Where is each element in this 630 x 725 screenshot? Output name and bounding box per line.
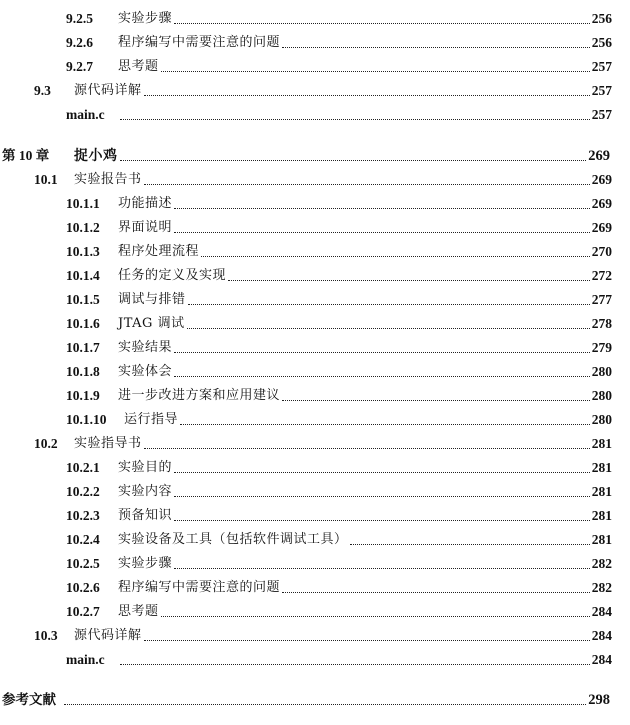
toc-dot-leader <box>174 375 590 377</box>
toc-entry-title: JTAG 调试 <box>118 316 185 331</box>
toc-dot-leader <box>120 663 590 665</box>
toc-entry-page: 270 <box>591 244 612 259</box>
toc-entry-number: 10.1 <box>34 172 58 187</box>
toc-entry-page: 281 <box>591 484 612 499</box>
toc-entry <box>2 690 610 710</box>
toc-entry <box>66 314 612 334</box>
toc-entry-number: 10.2.5 <box>66 556 100 571</box>
toc-entry <box>34 626 612 646</box>
toc-entry-page: 257 <box>591 83 612 98</box>
toc-entry-title: 进一步改进方案和应用建议 <box>118 388 281 403</box>
toc-entry-title: 程序编写中需要注意的问题 <box>118 35 281 50</box>
toc-dot-leader <box>282 591 590 593</box>
toc-entry <box>66 338 612 358</box>
toc-entry <box>66 194 612 214</box>
toc-entry-title: 任务的定义及实现 <box>118 268 227 283</box>
toc-dot-leader <box>174 351 590 353</box>
toc-dot-leader <box>120 159 587 161</box>
toc-entry-number: 10.1.8 <box>66 364 100 379</box>
toc-entry-title: 程序编写中需要注意的问题 <box>118 580 281 595</box>
toc-entry <box>34 434 612 454</box>
toc-entry <box>66 266 612 286</box>
toc-dot-leader <box>188 303 590 305</box>
toc-dot-leader <box>174 207 590 209</box>
toc-entry <box>66 458 612 478</box>
toc-entry-page: 280 <box>591 388 612 403</box>
toc-entry-page: 284 <box>591 628 612 643</box>
toc-entry-page: 280 <box>591 364 612 379</box>
toc-dot-leader <box>174 22 590 24</box>
toc-entry-page: 278 <box>591 316 612 331</box>
toc-entry-title: 实验指导书 <box>74 436 142 451</box>
toc-entry-page: 272 <box>591 268 612 283</box>
toc-entry-title: 实验设备及工具（包括软件调试工具） <box>118 532 348 547</box>
toc-dot-leader <box>201 255 590 257</box>
toc-entry-title: 功能描述 <box>118 196 173 211</box>
toc-entry-page: 281 <box>591 436 612 451</box>
toc-dot-leader <box>180 423 590 425</box>
toc-entry <box>66 105 612 125</box>
toc-entry-title: 思考题 <box>118 604 159 619</box>
toc-dot-leader <box>161 615 590 617</box>
toc-entry <box>66 602 612 622</box>
toc-entry-number: 第 10 章 <box>2 148 50 163</box>
toc-entry-page: 284 <box>591 652 612 667</box>
toc-entry <box>66 242 612 262</box>
toc-dot-leader <box>174 471 590 473</box>
toc-entry-page: 298 <box>588 692 610 708</box>
toc-entry-title: 界面说明 <box>118 220 173 235</box>
toc-entry-page: 282 <box>591 580 612 595</box>
toc-dot-leader <box>174 495 590 497</box>
toc-entry <box>66 506 612 526</box>
toc-entry <box>66 9 612 29</box>
toc-entry <box>66 554 612 574</box>
toc-entry <box>34 81 612 101</box>
toc-entry-title: 捉小鸡 <box>74 148 118 164</box>
toc-entry-page: 269 <box>588 148 610 164</box>
toc-entry-title: 实验内容 <box>118 484 173 499</box>
toc-entry-title: 实验报告书 <box>74 172 142 187</box>
toc-dot-leader <box>161 70 590 72</box>
toc-entry-number: 10.2.3 <box>66 508 100 523</box>
toc-entry-number: 9.2.5 <box>66 11 93 26</box>
toc-dot-leader <box>144 183 590 185</box>
toc-entry <box>66 386 612 406</box>
toc-entry-number: 10.2.4 <box>66 532 100 547</box>
toc-entry-page: 284 <box>591 604 612 619</box>
toc-entry-number: 10.1.5 <box>66 292 100 307</box>
toc-entry-number: 10.1.9 <box>66 388 100 403</box>
toc-entry-number: 10.1.1 <box>66 196 100 211</box>
toc-entry-title: 实验结果 <box>118 340 173 355</box>
toc-entry-number: 10.1.7 <box>66 340 100 355</box>
toc-entry <box>66 410 612 430</box>
toc-entry-title: 实验步骤 <box>118 11 173 26</box>
toc-entry-title: 调试与排错 <box>118 292 186 307</box>
toc-entry-page: 281 <box>591 532 612 547</box>
toc-entry-number: main.c <box>66 652 105 667</box>
toc-entry-title: 实验目的 <box>118 460 173 475</box>
toc-entry <box>34 170 612 190</box>
toc-entry-page: 257 <box>591 107 612 122</box>
toc-entry-title: 实验步骤 <box>118 556 173 571</box>
toc-dot-leader <box>187 327 590 329</box>
toc-entry-page: 281 <box>591 460 612 475</box>
toc-entry-number: 10.2.6 <box>66 580 100 595</box>
toc-entry-page: 269 <box>591 196 612 211</box>
toc-entry <box>66 530 612 550</box>
toc-entry-title: 思考题 <box>118 59 159 74</box>
toc-entry-number: 9.2.7 <box>66 59 93 74</box>
toc-dot-leader <box>174 567 590 569</box>
toc-entry-title: 源代码详解 <box>74 83 142 98</box>
toc-dot-leader <box>282 399 590 401</box>
toc-dot-leader <box>228 279 590 281</box>
toc-entry-page: 269 <box>591 220 612 235</box>
toc-entry-number: 10.1.10 <box>66 412 107 427</box>
toc-entry-page: 269 <box>591 172 612 187</box>
toc-entry-number: 9.3 <box>34 83 51 98</box>
toc-entry-title: 程序处理流程 <box>118 244 200 259</box>
toc-entry-page: 256 <box>591 35 612 50</box>
toc-entry <box>66 33 612 53</box>
toc-entry-page: 257 <box>591 59 612 74</box>
toc-entry-number: 10.2 <box>34 436 58 451</box>
toc-entry-number: 参考文献 <box>2 692 56 707</box>
toc-entry-page: 282 <box>591 556 612 571</box>
toc-entry <box>66 650 612 670</box>
toc-dot-leader <box>144 447 590 449</box>
toc-entry <box>66 362 612 382</box>
toc-entry-number: 10.1.3 <box>66 244 100 259</box>
toc-entry <box>66 290 612 310</box>
toc-entry-number: 10.1.6 <box>66 316 100 331</box>
toc-dot-leader <box>282 46 590 48</box>
toc-entry <box>66 57 612 77</box>
toc-dot-leader <box>174 231 590 233</box>
toc-entry-number: 9.2.6 <box>66 35 93 50</box>
toc-entry <box>66 482 612 502</box>
toc-entry-page: 256 <box>591 11 612 26</box>
toc-dot-leader <box>350 543 590 545</box>
toc-dot-leader <box>174 519 590 521</box>
toc-entry-number: main.c <box>66 107 105 122</box>
toc-entry-page: 277 <box>591 292 612 307</box>
toc-entry-number: 10.1.4 <box>66 268 100 283</box>
toc-dot-leader <box>144 94 590 96</box>
toc-entry-title: 实验体会 <box>118 364 173 379</box>
toc-entry-page: 280 <box>591 412 612 427</box>
toc-entry-number: 10.2.1 <box>66 460 100 475</box>
toc-entry-page: 279 <box>591 340 612 355</box>
toc-entry <box>66 578 612 598</box>
toc-entry <box>66 218 612 238</box>
toc-entry-title: 源代码详解 <box>74 628 142 643</box>
toc-entry-number: 10.2.2 <box>66 484 100 499</box>
toc-entry <box>2 146 610 166</box>
toc-dot-leader <box>120 118 590 120</box>
toc-entry-number: 10.1.2 <box>66 220 100 235</box>
toc-entry-number: 10.3 <box>34 628 58 643</box>
toc-entry-title: 预备知识 <box>118 508 173 523</box>
toc-entry-title: 运行指导 <box>124 412 179 427</box>
toc-entry-number: 10.2.7 <box>66 604 100 619</box>
toc-dot-leader <box>144 639 590 641</box>
toc-entry-page: 281 <box>591 508 612 523</box>
toc-dot-leader <box>64 703 586 705</box>
